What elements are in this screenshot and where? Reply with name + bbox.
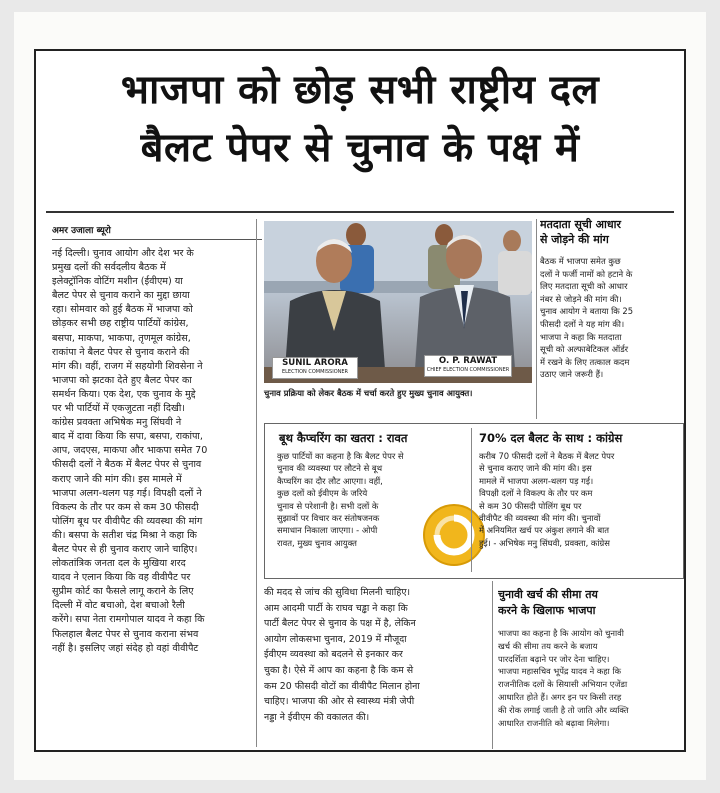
box-left-line: चुनाव की व्यवस्था पर लौटने से बूथ xyxy=(277,463,383,474)
sidebar-bottom-body xyxy=(498,627,680,729)
article-line: की मदद से जांच की सुविधा मिलनी चाहिए। xyxy=(264,587,411,598)
article-line: नड्डा ने ईवीएम की वकालत की। xyxy=(264,711,370,723)
article-line: दिल्ली में वोट बचाओ, देश बचाओ रैली xyxy=(52,600,185,612)
sidebar-heading-line: मतदाता सूची आधार xyxy=(540,218,621,231)
sidebar-divider xyxy=(536,219,537,419)
article-line: भाजपा को झटका देते हुए बैलट पेपर का xyxy=(52,374,192,386)
box-right-line: मामले में भाजपा अलग-थलग पड़ गई। xyxy=(479,475,594,486)
article-line: इलेक्ट्रॉनिक वोटिंग मशीन (ईवीएम) या xyxy=(52,276,183,288)
box-left-line: चुनाव से परेशानी है। सभी दलों के xyxy=(277,500,379,511)
article-column-left xyxy=(52,247,262,656)
box-right-line: विपक्षी दलों ने विकल्प के तौर पर कम xyxy=(479,488,593,499)
box-left-line: कैप्चरिंग का दौर लौट आएगा। वहीं, xyxy=(277,475,383,486)
article-line: आप, जदएस, माकपा और भाकपा समेत 70 xyxy=(52,445,208,457)
column-divider-bottom xyxy=(492,581,493,749)
box-left-line: कुछ पार्टियों का कहना है कि बैलट पेपर से xyxy=(277,451,404,461)
article-line: पर भी पार्टियों में एकजुटता नहीं दिखी। xyxy=(52,403,185,415)
sidebar-line: बैठक में भाजपा समेत कुछ xyxy=(540,256,621,266)
article-line: कम 20 फीसदी वोटों का वीवीपैट मिलान होना xyxy=(264,680,420,692)
box-right-line: में अनियमित खर्च पर अंकुश लगाने की बात xyxy=(479,525,610,536)
sidebar-line: उठाए जाने जरूरी हैं। xyxy=(540,369,604,380)
headline-line-2: बैलट पेपर से चुनाव के पक्ष में xyxy=(140,125,580,171)
article-line: आयोग लोकसभा चुनाव, 2019 में मौजूदा xyxy=(264,633,407,645)
sidebar-line: भाजपा का कहना है कि आयोग को चुनावी xyxy=(498,628,624,638)
sidebar-line: आधारित होते हैं। अगर इन पर किसी तरह xyxy=(498,691,622,702)
article-line: आम आदमी पार्टी के राघव चड्ढा ने कहा कि xyxy=(264,602,408,614)
sidebar-line: खर्च की सीमा तय करने के बजाय xyxy=(498,640,598,651)
photo-caption: चुनाव प्रक्रिया को लेकर बैठक में चर्चा करते हुए मुख्य चुनाव आयुक्त। xyxy=(264,388,473,398)
article-line: छोड़कर सभी छह राष्ट्रीय पार्टियों कांग्रेस, xyxy=(52,318,189,330)
article-line: नहीं है। इसलिए जहां संदेह हो वहां वीवीपैट xyxy=(52,642,199,654)
logo-swirl-icon xyxy=(425,506,483,564)
sidebar-line: लिए मतदाता सूची को आधार xyxy=(540,281,628,292)
article-line: यादव ने एलान किया कि वह वीवीपैट पर xyxy=(52,572,191,584)
article-line: फीसदी दलों ने बैठक में बैलट पेपर से चुनाव xyxy=(52,459,202,471)
sidebar-line: चुनाव आयोग ने बताया कि 25 xyxy=(540,306,634,317)
article-line: चाहिए। भाजपा की ओर से स्वास्थ्य मंत्री जेपी xyxy=(264,696,415,708)
name-plate-right xyxy=(424,355,512,377)
article-line: लोकतांत्रिक जनता दल के मुखिया शरद xyxy=(52,558,186,570)
article-line: मांग की। वहीं, राजग में सहयोगी शिवसेना ने xyxy=(52,360,203,372)
box-left-heading: बूथ कैप्चरिंग का खतरा : रावत xyxy=(279,431,408,445)
article-line: बसपा, माकपा, भाकपा, तृणमूल कांग्रेस, xyxy=(52,332,191,344)
headline-rule xyxy=(46,211,674,213)
sidebar-heading-line: चुनावी खर्च की सीमा तय xyxy=(498,588,598,601)
article-line: करेंगे। सपा नेता रामगोपाल यादव ने कहा कि xyxy=(52,614,205,626)
sidebar-heading-line: से जोड़ने की मांग xyxy=(540,233,609,246)
byline-rule xyxy=(52,239,262,240)
article-line: पार्टी बैलट पेपर से चुनाव के पक्ष में है, लेकिन xyxy=(264,618,416,630)
name-plate-left-name: SUNIL ARORA xyxy=(282,358,348,368)
sidebar-heading-line: करने के खिलाफ भाजपा xyxy=(498,604,596,617)
headline-line-1: भाजपा को छोड़ सभी राष्ट्रीय दल xyxy=(120,67,600,113)
article-line: रहा। सोमवार को हुई बैठक में भाजपा को xyxy=(52,304,193,316)
article-line: विकल्प के तौर पर कम से कम 30 फीसदी xyxy=(52,501,199,513)
box-right-line: वीवीपैट की व्यवस्था की मांग की। चुनावों xyxy=(479,513,601,524)
box-right-line: हुई। - अभिषेक मनु सिंघवी, प्रवक्ता, कांग्रेस xyxy=(479,537,610,548)
article-line: की। बसपा के सतीश चंद्र मिश्रा ने कहा कि xyxy=(52,529,197,541)
sidebar-line: दलों ने फर्जी नामों को हटाने के xyxy=(540,268,633,279)
article-line: चुका है। ऐसे में आप का कहना है कि कम से xyxy=(264,664,414,676)
article-line: बैलट पेपर से ही चुनाव कराए जाने चाहिए। xyxy=(52,543,198,555)
sidebar-bottom-heading xyxy=(498,587,682,619)
sidebar-line: नंबर से जोड़ने की मांग की। xyxy=(540,293,622,304)
sidebar-line: फीसदी दलों ने यह मांग की। xyxy=(540,318,625,329)
box-right-line: करीब 70 फीसदी दलों ने बैठक में बैलट पेपर xyxy=(479,451,615,461)
box-right-line: से चुनाव कराए जाने की मांग की। इस xyxy=(479,463,592,474)
sidebar-line: राजनीतिक दलों के सियासी अभियान एजेंडा xyxy=(498,679,628,690)
byline: अमर उजाला ब्यूरो xyxy=(52,226,111,236)
sidebar-top-heading xyxy=(540,217,680,247)
article-line: कांग्रेस प्रवक्ता अभिषेक मनु सिंघवी ने xyxy=(52,417,182,429)
article-line: बाद में दावा किया कि सपा, बसपा, राकांपा, xyxy=(52,431,203,443)
column-divider xyxy=(256,219,257,747)
article-line: पोलिंग बूथ पर वीवीपैट की व्यवस्था की मांग xyxy=(52,515,203,527)
sidebar-line: में रखने के लिए तत्काल कदम xyxy=(540,356,630,367)
article-line: बैलट पेपर से चुनाव कराने का मुद्दा छाया xyxy=(52,290,190,302)
article-line: राकांपा ने बैलट पेपर से चुनाव कराने की xyxy=(52,346,190,358)
sidebar-line: आधारित राजनीति को बढ़ावा मिलेगा। xyxy=(498,717,610,728)
sidebar-line: भाजपा ने कहा कि मतदाता xyxy=(540,331,622,342)
box-divider xyxy=(471,428,472,572)
box-left-line: रावत, मुख्य चुनाव आयुक्त xyxy=(277,537,357,548)
meeting-photo xyxy=(264,221,532,383)
box-left-line: समाधान निकाला जाएगा। - ओपी xyxy=(277,525,378,536)
sidebar-line: पारदर्शिता बढ़ाने पर जोर देना चाहिए। xyxy=(498,653,610,664)
box-right-body xyxy=(479,450,675,549)
quotes-box xyxy=(264,423,684,579)
name-plate-left-title: ELECTION COMMISSIONER xyxy=(281,369,349,375)
name-plate-right-title: CHIEF ELECTION COMMISSIONER xyxy=(426,367,510,373)
newspaper-clipping xyxy=(34,49,686,752)
newspaper-logo-icon xyxy=(423,504,485,566)
article-line: भाजपा अलग-थलग पड़ गई। विपक्षी दलों ने xyxy=(52,487,202,499)
headline xyxy=(36,61,684,177)
name-plate-right-name: O. P. RAWAT xyxy=(438,356,498,366)
sidebar-line: सूची को अल्फाबेटिकल ऑर्डर xyxy=(540,344,629,355)
article-line: प्रमुख दलों की सर्वदलीय बैठक में xyxy=(52,262,166,274)
name-plate-left xyxy=(272,357,358,379)
box-left-line: सुझावों पर विचार कर संतोषजनक xyxy=(277,513,380,524)
article-line: ईवीएम व्यवस्था को बदलने से इनकार कर xyxy=(264,649,403,661)
box-left-line: कुछ दलों को ईवीएम के जरिये xyxy=(277,488,368,499)
article-line: समर्थन किया। एक देश, एक चुनाव के मुद्दे xyxy=(52,388,196,400)
box-right-heading: 70% दल बैलट के साथ : कांग्रेस xyxy=(479,431,623,445)
article-line: नई दिल्ली। चुनाव आयोग और देश भर के xyxy=(52,248,194,259)
sidebar-line: भाजपा महासचिव भूपेंद्र यादव ने कहा कि xyxy=(498,666,621,677)
article-line: फिलहाल बैलट पेपर से चुनाव कराना संभव xyxy=(52,628,199,640)
sidebar-line: की रोक लगाई जाती है तो जाति और व्यक्ति xyxy=(498,704,629,715)
article-line: सुप्रीम कोर्ट का फैसले लागू कराने के लिए xyxy=(52,586,194,598)
article-line: कराए जाने की मांग की। इस मामले में xyxy=(52,473,182,485)
sidebar-top-body xyxy=(540,255,680,381)
box-right-line: से कम 30 फीसदी पोलिंग बूथ पर xyxy=(479,500,582,511)
article-column-middle xyxy=(264,585,486,725)
